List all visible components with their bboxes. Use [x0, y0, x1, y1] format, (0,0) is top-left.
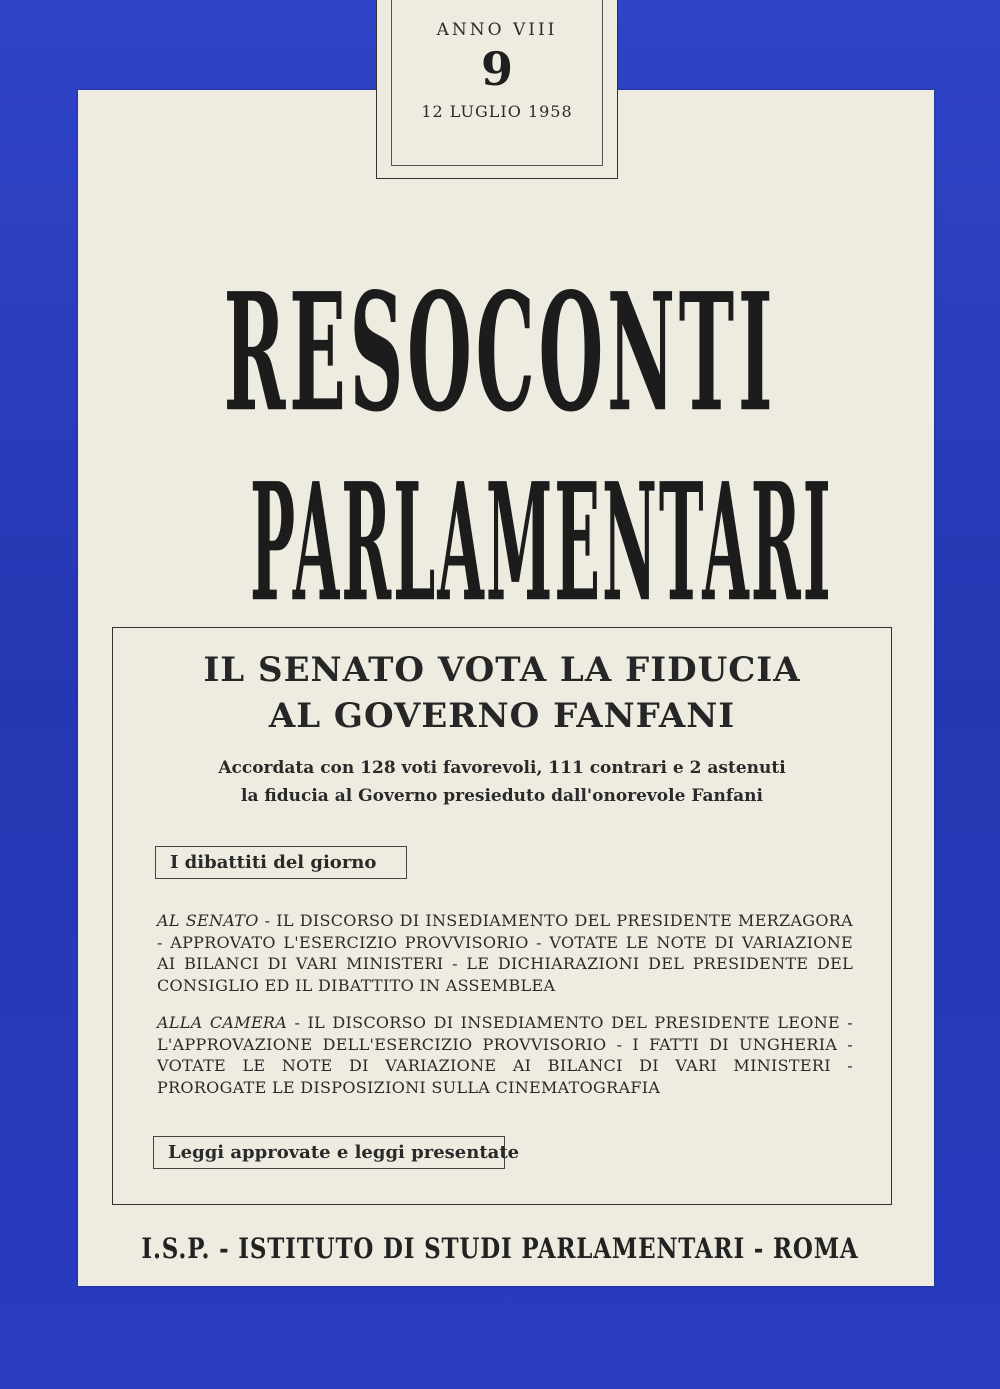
- camera-paragraph: [157, 1012, 853, 1098]
- issue-number: 9: [480, 42, 513, 96]
- headline-line1: IL SENATO VOTA LA FIDUCIA: [203, 650, 801, 690]
- issue-year: ANNO VIII: [436, 20, 558, 40]
- masthead-line1: RESOCONTI: [223, 258, 777, 449]
- senato-text: - IL DISCORSO DI INSEDIAMENTO DEL PRESIDENTE MERZAGORA - APPROVATO L'ESERCIZIO PROVVISORIO - VOTATE LE NOTE DI VARIAZIONE AI BILANCI DI VARI MINISTERI - LE DICHIARAZIONI DEL PRESIDENTE DEL CONSIGLIO ED IL DIBATTITO IN ASSEMBLEA: [157, 911, 853, 995]
- section-label: I dibattiti del giorno: [170, 852, 377, 873]
- subheadline-line1: Accordata con 128 voti favorevoli, 111 contrari e 2 astenuti: [218, 758, 786, 778]
- contents-box: [112, 627, 892, 1205]
- issue-date: 12 LUGLIO 1958: [421, 102, 573, 121]
- issue-box: [376, 0, 618, 179]
- laws-label-box: [153, 1136, 520, 1169]
- laws-label: Leggi approvate e leggi presentate: [168, 1142, 520, 1163]
- senato-paragraph: [157, 910, 853, 996]
- issue-box-inner: [391, 0, 603, 166]
- camera-text: - IL DISCORSO DI INSEDIAMENTO DEL PRESIDENTE LEONE - L'APPROVAZIONE DELL'ESERCIZIO PROVVISORIO - I FATTI DI UNGHERIA - VOTATE LE NOTE DI VARIAZIONE AI BILANCI DI VARI MINISTERI - PROROGATE LE DISPOSIZIONI SULLA CINEMATOGRAFIA: [157, 1013, 853, 1097]
- publisher-footer: I.S.P. - ISTITUTO DI STUDI PARLAMENTARI - ROMA: [141, 1232, 859, 1265]
- subheadline-line2: la fiducia al Governo presieduto dall'onorevole Fanfani: [240, 786, 764, 806]
- masthead-line2: PARLAMENTARI: [250, 448, 833, 639]
- senato-lead: AL SENATO: [157, 911, 259, 930]
- headline-line2: AL GOVERNO FANFANI: [268, 696, 736, 736]
- section-label-box: [155, 846, 407, 879]
- camera-lead: ALLA CAMERA: [157, 1013, 288, 1032]
